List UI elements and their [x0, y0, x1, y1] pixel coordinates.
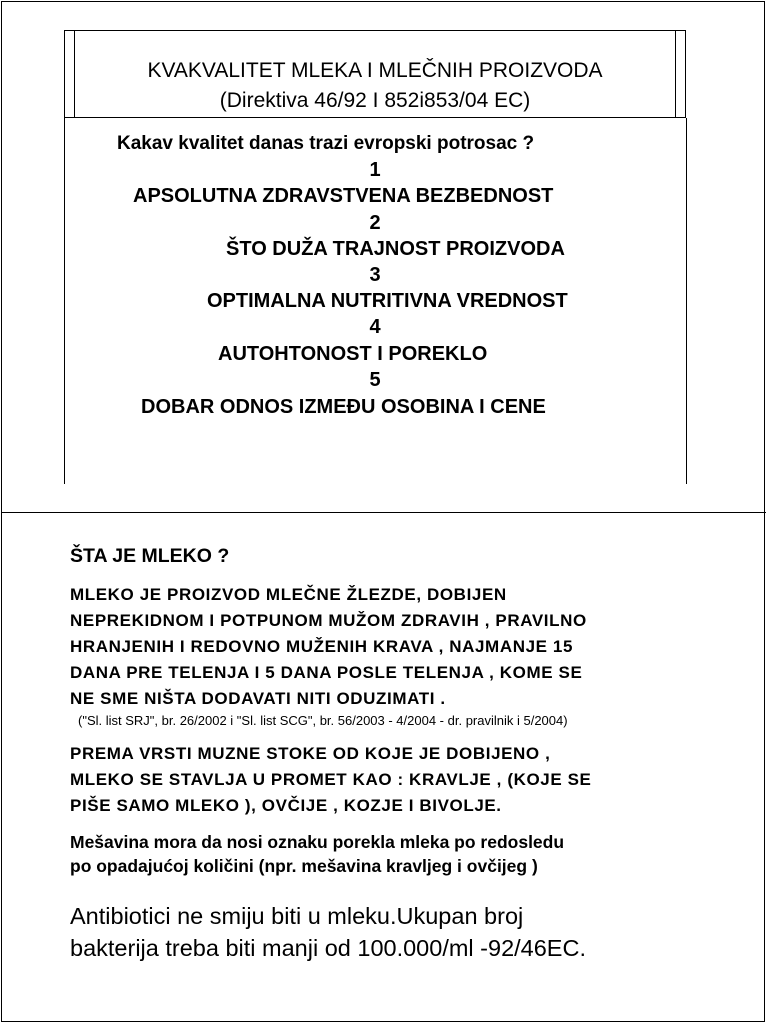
item-text: DOBAR ODNOS IZMEĐU OSOBINA I CENE — [141, 396, 546, 418]
slide1-right-border — [686, 118, 687, 484]
item-number: 2 — [369, 212, 381, 234]
definition-line: MLEKO JE PROIZVOD MLEČNE ŽLEZDE, DOBIJEN — [70, 585, 507, 604]
item-number: 1 — [369, 159, 381, 181]
definition-line: NE SME NIŠTA DODAVATI NITI ODUZIMATI . — [70, 689, 446, 708]
antibiotics-line: Antibiotici ne smiju biti u mleku.Ukupan broj — [70, 903, 524, 929]
milk-definition — [70, 582, 587, 712]
species-line: PIŠE SAMO MLEKO ), OVČIJE , KOZJE I BIVOLJE. — [70, 796, 502, 815]
legal-source-citation: ("Sl. list SRJ", br. 26/2002 i "Sl. list SCG", br. 56/2003 - 4/2004 - dr. pravilnik i 5/2004) — [78, 713, 568, 728]
mixture-line: po opadajućoj količini (npr. mešavina kravljeg i ovčijeg ) — [70, 856, 538, 876]
item-text: AUTOHTONOST I POREKLO — [218, 343, 488, 365]
antibiotics-line: bakterija treba biti manji od 100.000/ml -92/46EC. — [70, 935, 586, 961]
item-number: 4 — [369, 316, 381, 338]
item-number: 5 — [369, 369, 381, 391]
slide1-title: KVAKVALITET MLEKA I MLEČNIH PROIZVODA — [147, 59, 603, 82]
slide1-question: Kakav kvalitet danas trazi evropski potrosac ? — [117, 133, 535, 154]
item-text: APSOLUTNA ZDRAVSTVENA BEZBEDNOST — [133, 185, 554, 207]
definition-line: NEPREKIDNOM I POTPUNOM MUŽOM ZDRAVIH , PRAVILNO — [70, 611, 587, 630]
antibiotics-paragraph — [70, 900, 586, 964]
species-line: MLEKO SE STAVLJA U PROMET KAO : KRAVLJE , (KOJE SE — [70, 770, 592, 789]
mixture-paragraph — [70, 830, 564, 878]
slide2-heading: ŠTA JE MLEKO ? — [70, 545, 230, 567]
item-text: OPTIMALNA NUTRITIVNA VREDNOST — [207, 290, 568, 312]
mixture-line: Mešavina mora da nosi oznaku porekla mleka po redosledu — [70, 832, 565, 852]
slide1-title-box — [64, 30, 686, 118]
definition-line: HRANJENIH I REDOVNO MUŽENIH KRAVA , NAJMANJE 15 — [70, 637, 573, 656]
definition-line: DANA PRE TELENJA I 5 DANA POSLE TELENJA , KOME SE — [70, 663, 583, 682]
item-text: ŠTO DUŽA TRAJNOST PROIZVODA — [226, 238, 565, 260]
slide-divider — [1, 512, 766, 513]
item-number: 3 — [369, 264, 381, 286]
species-line: PREMA VRSTI MUZNE STOKE OD KOJE JE DOBIJENO , — [70, 744, 551, 763]
milk-species-paragraph — [70, 741, 591, 819]
slide1-subtitle: (Direktiva 46/92 I 852i853/04 EC) — [219, 89, 531, 112]
